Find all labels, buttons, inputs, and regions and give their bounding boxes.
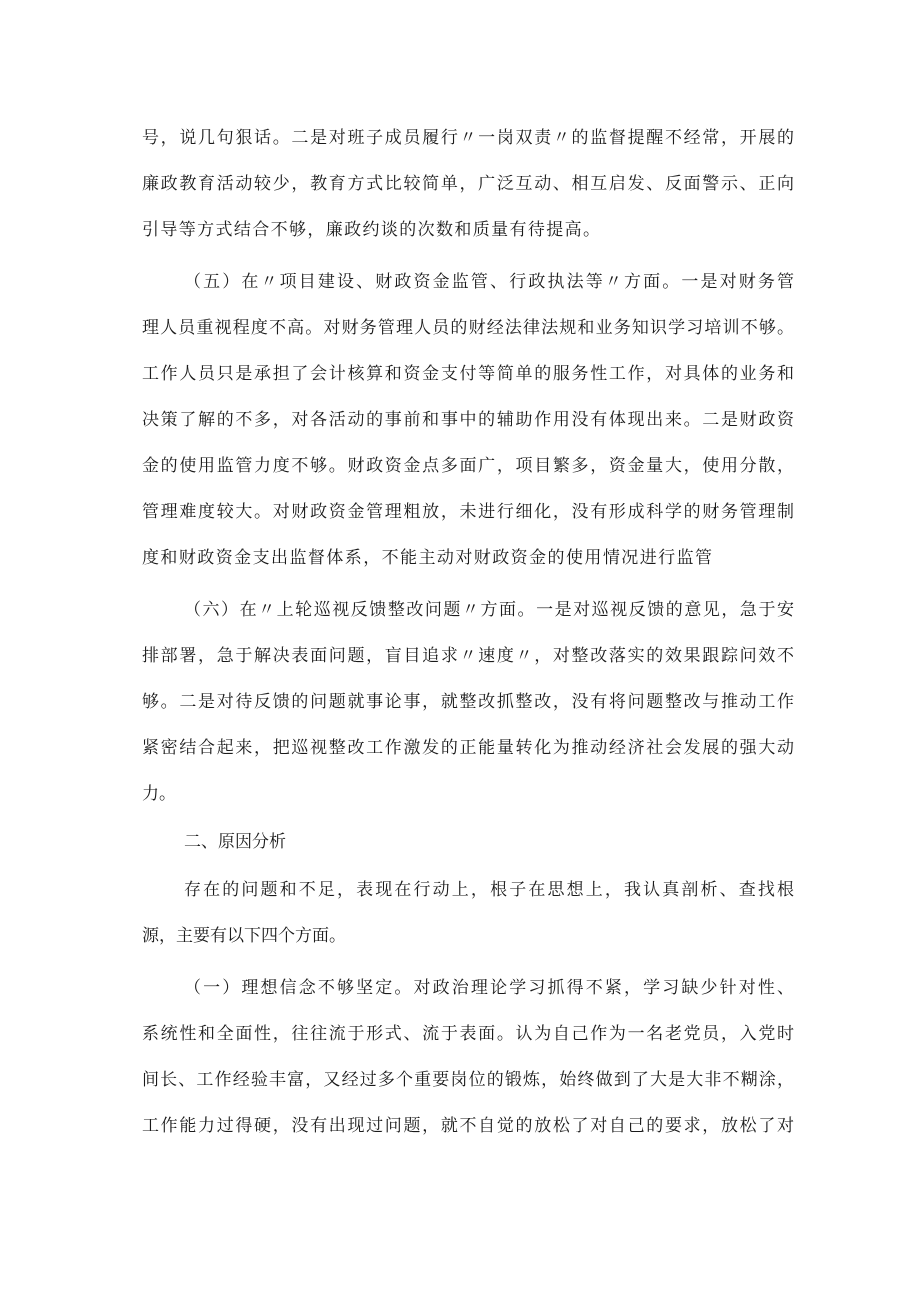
text-line xyxy=(0,164,920,204)
line-text: 决策了解的不多，对各活动的事前和事中的辅助作用没有体现出来。二是财政资 xyxy=(142,410,794,430)
paragraph-first-line xyxy=(0,262,920,302)
paragraph-first-line xyxy=(0,870,920,910)
line-text: 存在的问题和不足，表现在行动上，根子在思想上，我认真剖析、查找根 xyxy=(184,880,794,900)
text-line xyxy=(0,210,920,250)
text-line xyxy=(0,446,920,486)
line-text: 间长、工作经验丰富，又经过多个重要岗位的锻炼，始终做到了大是大非不糊涂， xyxy=(142,1070,794,1090)
line-text: 工作人员只是承担了会计核算和资金支付等简单的服务性工作，对具体的业务和 xyxy=(142,364,794,384)
paragraph-first-line xyxy=(0,590,920,630)
text-line xyxy=(0,118,920,158)
text-line xyxy=(0,774,920,814)
text-line xyxy=(0,354,920,394)
line-text: 理人员重视程度不高。对财务管理人员的财经法律法规和业务知识学习培训不够。 xyxy=(142,318,794,338)
text-line xyxy=(0,1106,920,1146)
paragraph-first-line xyxy=(0,968,920,1008)
text-line xyxy=(0,1014,920,1054)
line-text: （六）在〃上轮巡视反馈整改问题〃方面。一是对巡视反馈的意见，急于安 xyxy=(184,600,794,620)
line-text: 够。二是对待反馈的问题就事论事，就整改抓整改，没有将问题整改与推动工作 xyxy=(142,692,794,712)
text-line xyxy=(0,538,920,578)
line-text: 号，说几句狠话。二是对班子成员履行〃一岗双责〃的监督提醒不经常，开展的 xyxy=(142,128,794,148)
section-heading-text: 二、原因分析 xyxy=(184,832,286,852)
line-text: 度和财政资金支出监督体系，不能主动对财政资金的使用情况进行监管 xyxy=(142,548,712,568)
text-line xyxy=(0,682,920,722)
text-line xyxy=(0,728,920,768)
line-text: 引导等方式结合不够，廉政约谈的次数和质量有待提高。 xyxy=(142,220,600,240)
line-text: 紧密结合起来，把巡视整改工作激发的正能量转化为推动经济社会发展的强大动 xyxy=(142,738,794,758)
line-text: 排部署，急于解决表面问题，盲目追求〃速度〃，对整改落实的效果跟踪问效不 xyxy=(142,646,794,666)
text-line xyxy=(0,1060,920,1100)
text-line xyxy=(0,636,920,676)
line-text: 源，主要有以下四个方面。 xyxy=(142,926,346,946)
line-text: 金的使用监管力度不够。财政资金点多面广，项目繁多，资金量大，使用分散， xyxy=(142,456,794,476)
line-text: （一）理想信念不够坚定。对政治理论学习抓得不紧，学习缺少针对性、 xyxy=(184,978,794,998)
text-line xyxy=(0,916,920,956)
text-line xyxy=(0,492,920,532)
text-line xyxy=(0,308,920,348)
line-text: 工作能力过得硬，没有出现过问题，就不自觉的放松了对自己的要求，放松了对 xyxy=(142,1116,794,1136)
line-text: 系统性和全面性，往往流于形式、流于表面。认为自己作为一名老党员，入党时 xyxy=(142,1024,794,1044)
line-text: 力。 xyxy=(142,784,176,804)
line-text: 管理难度较大。对财政资金管理粗放，未进行细化，没有形成科学的财务管理制 xyxy=(142,502,794,522)
line-text: （五）在〃项目建设、财政资金监管、行政执法等〃方面。一是对财务管 xyxy=(184,272,794,292)
section-heading xyxy=(0,822,920,862)
text-line xyxy=(0,400,920,440)
line-text: 廉政教育活动较少，教育方式比较简单，广泛互动、相互启发、反面警示、正向 xyxy=(142,174,794,194)
